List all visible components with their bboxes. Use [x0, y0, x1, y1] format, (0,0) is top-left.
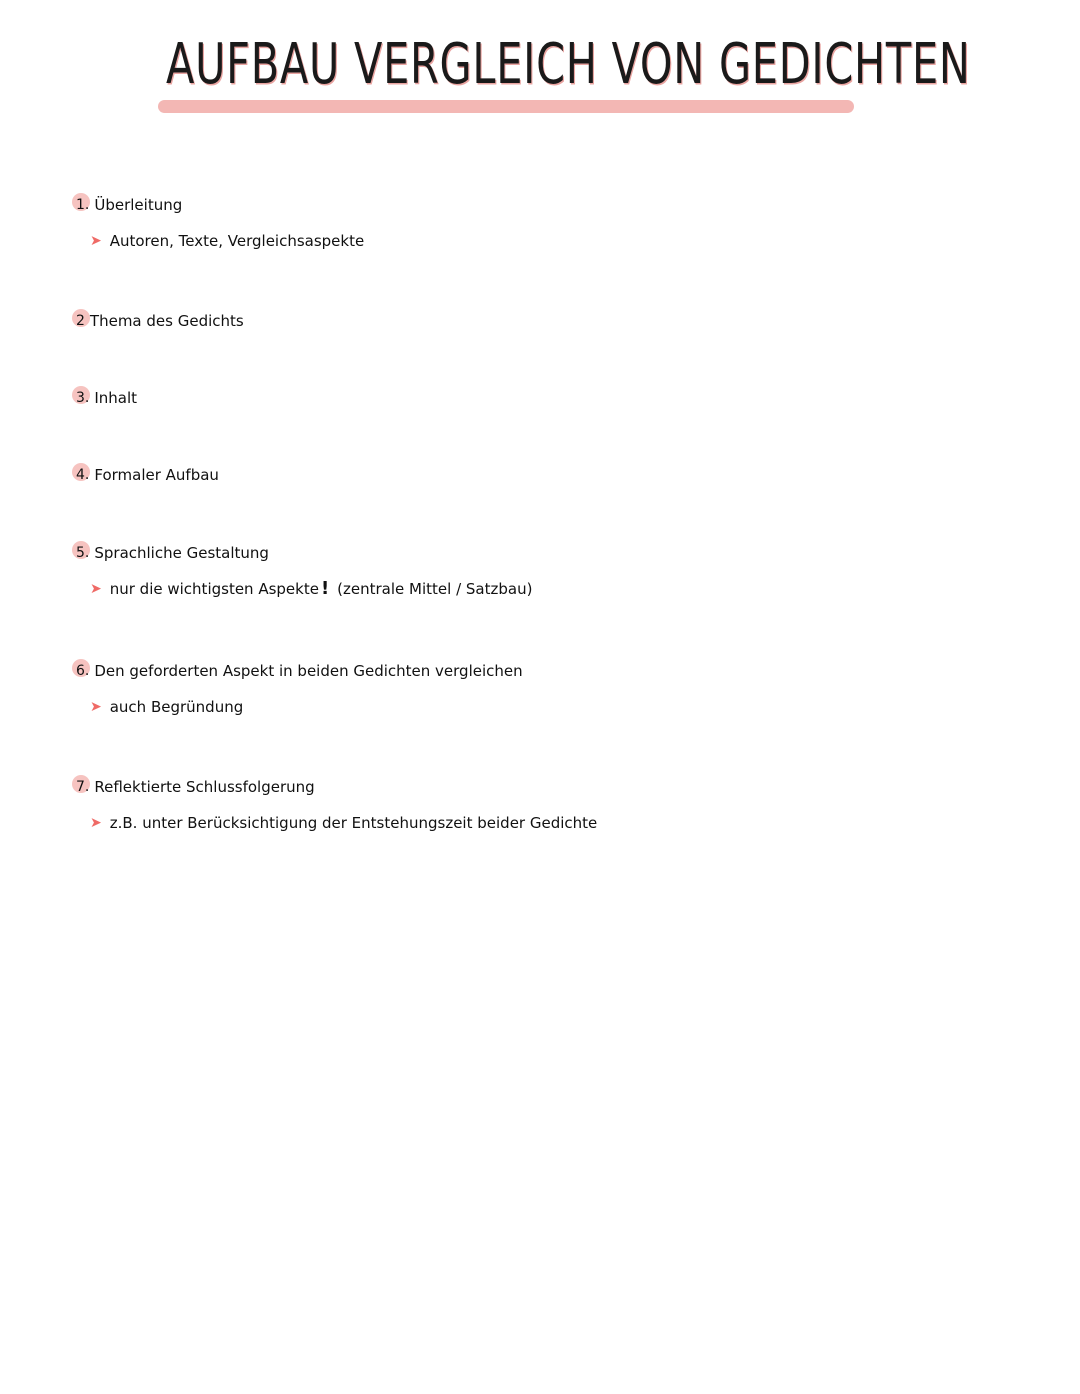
section-note-text: auch Begründung — [109, 698, 244, 716]
section-number: 7. — [76, 776, 89, 798]
section-note — [90, 578, 532, 600]
title-underline — [158, 100, 854, 113]
section-note — [90, 230, 364, 252]
section-heading — [76, 194, 364, 216]
section-title: Sprachliche Gestaltung — [94, 544, 269, 562]
title-block — [158, 32, 971, 116]
page-title: AUFBAU VERGLEICH VON GEDICHTEN — [166, 32, 971, 97]
section-5 — [76, 542, 532, 600]
section-note-text: Autoren, Texte, Vergleichsaspekte — [109, 232, 365, 250]
section-3 — [76, 387, 137, 409]
section-title: Überleitung — [94, 196, 183, 214]
section-note — [90, 696, 523, 718]
section-number: 3. — [76, 387, 89, 409]
section-number: 4. — [76, 464, 89, 486]
section-note-text: nur die wichtigsten Aspekte — [109, 580, 319, 598]
section-6 — [76, 660, 523, 718]
arrow-right-icon: ➤ — [90, 699, 102, 715]
exclamation-mark: ! — [320, 578, 330, 599]
section-heading — [76, 542, 532, 564]
arrow-right-icon: ➤ — [90, 233, 102, 249]
section-number: 2 — [76, 310, 85, 332]
section-number: 6. — [76, 660, 89, 682]
arrow-right-icon: ➤ — [90, 815, 102, 831]
section-note — [90, 812, 597, 834]
section-title: Reflektierte Schlussfolgerung — [94, 778, 315, 796]
section-note-detail: (zentrale Mittel / Satzbau) — [337, 580, 533, 598]
section-number: 1. — [76, 194, 89, 216]
section-4 — [76, 464, 219, 486]
arrow-right-icon: ➤ — [90, 581, 102, 597]
section-title: Thema des Gedichts — [89, 312, 244, 330]
section-2 — [76, 310, 244, 332]
section-heading — [76, 660, 523, 682]
section-note-text: z.B. unter Berücksichtigung der Entstehungszeit beider Gedichte — [109, 814, 598, 832]
section-title: Inhalt — [94, 389, 138, 407]
section-heading — [76, 310, 244, 332]
section-number: 5. — [76, 542, 89, 564]
section-title: Den geforderten Aspekt in beiden Gedichten vergleichen — [94, 662, 523, 680]
section-1 — [76, 194, 364, 252]
section-heading — [76, 387, 137, 409]
section-heading — [76, 776, 597, 798]
section-7 — [76, 776, 597, 834]
section-heading — [76, 464, 219, 486]
section-title: Formaler Aufbau — [94, 466, 219, 484]
